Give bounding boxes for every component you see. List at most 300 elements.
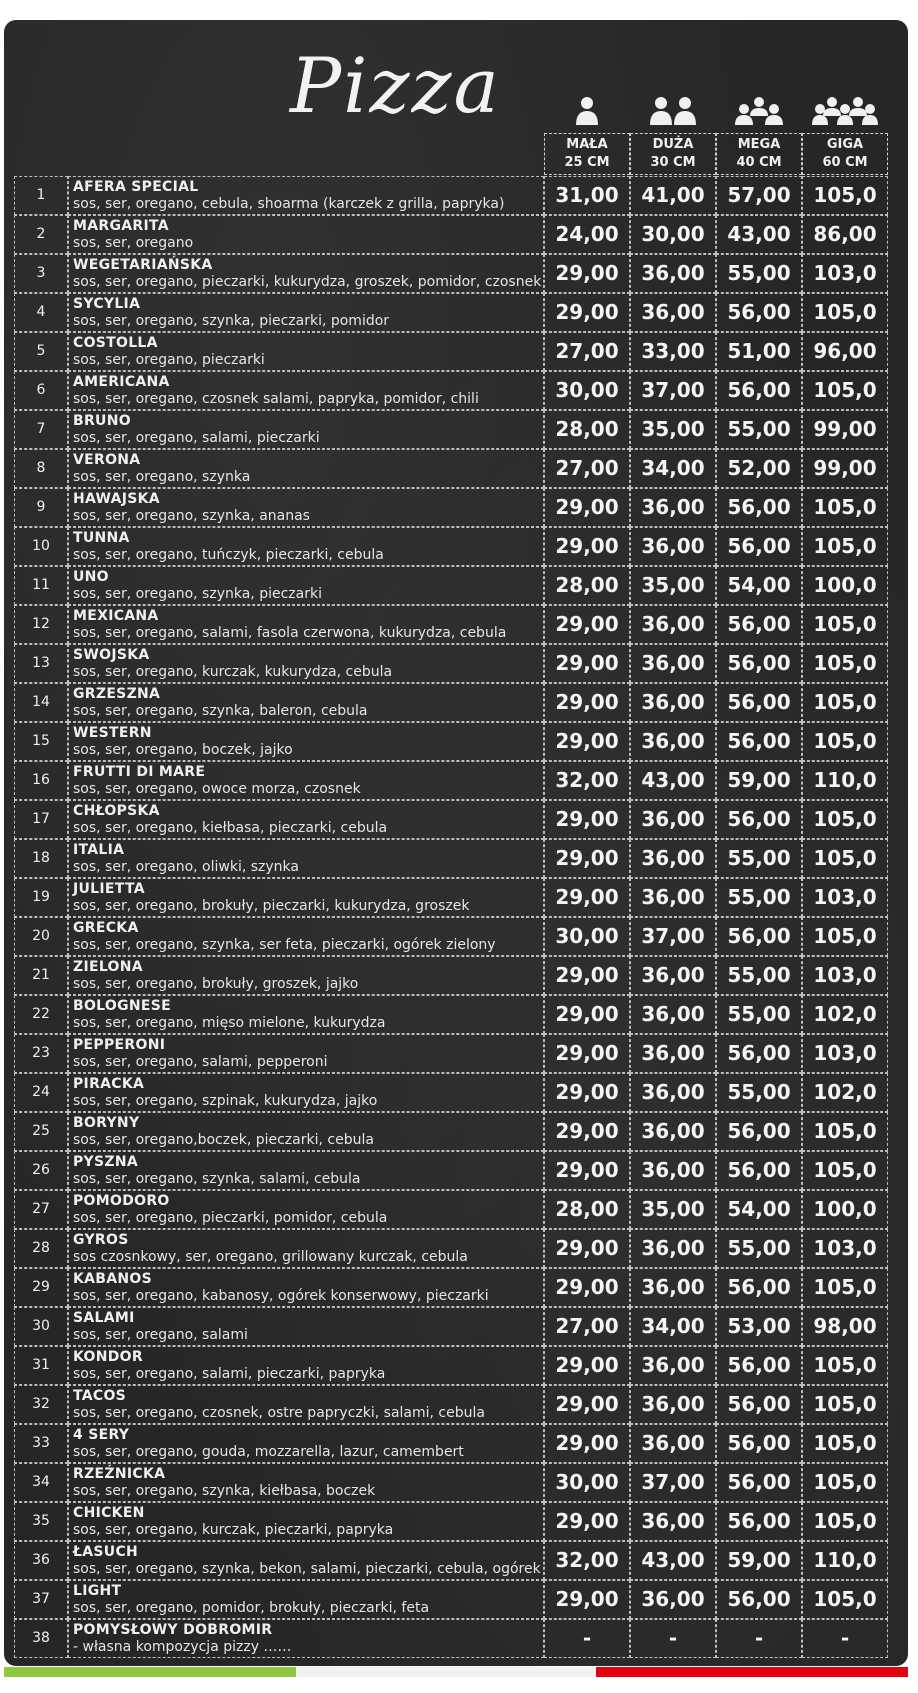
pizza-name: JULIETTA: [73, 881, 145, 897]
table-row: [14, 293, 888, 332]
table-row: [14, 176, 888, 215]
item-name-cell: [68, 449, 544, 488]
table-row: [14, 1151, 888, 1190]
price-cell: 36,00: [630, 605, 716, 644]
pizza-ingredients: sos, ser, oregano, kurczak, kukurydza, cebula: [73, 664, 393, 680]
price-cell: 36,00: [630, 878, 716, 917]
price-cell: 24,00: [544, 215, 630, 254]
item-number: 14: [14, 683, 68, 722]
table-row: [14, 644, 888, 683]
pizza-name: GYROS: [73, 1232, 129, 1248]
item-name-cell: [68, 1541, 544, 1580]
item-number: 10: [14, 527, 68, 566]
price-cell: 56,00: [716, 1346, 802, 1385]
pizza-name: SWOJSKA: [73, 647, 150, 663]
price-cell: 52,00: [716, 449, 802, 488]
pizza-name: CHŁOPSKA: [73, 803, 160, 819]
price-cell: 56,00: [716, 488, 802, 527]
table-row: [14, 449, 888, 488]
table-row: [14, 410, 888, 449]
table-row: [14, 995, 888, 1034]
price-cell: 105,0: [802, 605, 888, 644]
pizza-name: VERONA: [73, 452, 141, 468]
item-number: 24: [14, 1073, 68, 1112]
pizza-ingredients: sos czosnkowy, ser, oregano, grillowany kurczak, cebula: [73, 1249, 468, 1265]
price-cell: 29,00: [544, 839, 630, 878]
price-cell: 59,00: [716, 1541, 802, 1580]
price-cell: 54,00: [716, 566, 802, 605]
table-row: [14, 956, 888, 995]
pizza-name: AFERA SPECIAL: [73, 179, 199, 195]
pizza-ingredients: sos, ser, oregano, mięso mielone, kukurydza: [73, 1015, 386, 1031]
pizza-name: BORYNY: [73, 1115, 140, 1131]
pizza-name: PIRACKA: [73, 1076, 145, 1092]
price-cell: 105,0: [802, 1580, 888, 1619]
item-name-cell: [68, 1502, 544, 1541]
price-cell: -: [630, 1619, 716, 1658]
price-cell: 105,0: [802, 371, 888, 410]
price-cell: 56,00: [716, 1424, 802, 1463]
price-cell: 36,00: [630, 1034, 716, 1073]
pizza-name: SALAMI: [73, 1310, 135, 1326]
pizza-ingredients: sos, ser, oregano, kurczak, pieczarki, papryka: [73, 1522, 394, 1538]
table-row: [14, 1112, 888, 1151]
price-cell: 30,00: [630, 215, 716, 254]
item-number: 13: [14, 644, 68, 683]
price-cell: 103,0: [802, 1034, 888, 1073]
item-number: 9: [14, 488, 68, 527]
price-cell: 56,00: [716, 917, 802, 956]
size-header-duza: [630, 133, 716, 175]
price-cell: 105,0: [802, 1346, 888, 1385]
price-cell: 56,00: [716, 605, 802, 644]
pizza-name: ZIELONA: [73, 959, 143, 975]
item-number: 8: [14, 449, 68, 488]
price-cell: 34,00: [630, 449, 716, 488]
item-number: 29: [14, 1268, 68, 1307]
table-row: [14, 488, 888, 527]
pizza-name: WEGETARIAŃSKA: [73, 257, 213, 273]
price-cell: 36,00: [630, 1151, 716, 1190]
pizza-name: TUNNA: [73, 530, 130, 546]
pizza-ingredients: sos, ser, oregano, szynka: [73, 469, 251, 485]
item-number: 33: [14, 1424, 68, 1463]
item-name-cell: [68, 1385, 544, 1424]
pizza-name: COSTOLLA: [73, 335, 158, 351]
size-header-mala: [544, 133, 630, 175]
item-number: 20: [14, 917, 68, 956]
pizza-ingredients: sos, ser, oregano, oliwki, szynka: [73, 859, 299, 875]
item-name-cell: [68, 332, 544, 371]
price-cell: 37,00: [630, 1463, 716, 1502]
price-cell: 56,00: [716, 1463, 802, 1502]
item-number: 19: [14, 878, 68, 917]
item-number: 30: [14, 1307, 68, 1346]
item-name-cell: [68, 1346, 544, 1385]
item-number: 37: [14, 1580, 68, 1619]
item-name-cell: [68, 527, 544, 566]
item-name-cell: [68, 878, 544, 917]
price-cell: 29,00: [544, 1229, 630, 1268]
item-name-cell: [68, 488, 544, 527]
table-row: [14, 371, 888, 410]
pizza-name: BOLOGNESE: [73, 998, 172, 1014]
price-cell: 55,00: [716, 956, 802, 995]
item-number: 18: [14, 839, 68, 878]
price-cell: 56,00: [716, 800, 802, 839]
pizza-ingredients: - własna kompozycja pizzy ……: [73, 1639, 292, 1655]
item-name-cell: [68, 176, 544, 215]
person-icon-3: [716, 86, 802, 126]
item-name-cell: [68, 956, 544, 995]
table-row: [14, 605, 888, 644]
price-cell: 29,00: [544, 683, 630, 722]
table-row: [14, 1307, 888, 1346]
item-name-cell: [68, 1034, 544, 1073]
pizza-name: CHICKEN: [73, 1505, 145, 1521]
price-cell: 55,00: [716, 878, 802, 917]
price-cell: 29,00: [544, 1073, 630, 1112]
flag-stripe-green: [4, 1667, 296, 1677]
price-cell: 29,00: [544, 1346, 630, 1385]
price-cell: 27,00: [544, 1307, 630, 1346]
price-cell: 32,00: [544, 761, 630, 800]
pizza-ingredients: sos, ser, oregano, szynka, baleron, cebula: [73, 703, 368, 719]
table-row: [14, 878, 888, 917]
price-cell: 56,00: [716, 644, 802, 683]
item-name-cell: [68, 566, 544, 605]
pizza-name: KABANOS: [73, 1271, 152, 1287]
pizza-ingredients: sos, ser, oregano, szynka, kiełbasa, boczek: [73, 1483, 376, 1499]
price-cell: 43,00: [630, 761, 716, 800]
table-row: [14, 683, 888, 722]
pizza-name: SYCYLIA: [73, 296, 141, 312]
pizza-name: HAWAJSKA: [73, 491, 160, 507]
item-name-cell: [68, 410, 544, 449]
price-cell: 36,00: [630, 527, 716, 566]
pizza-name: TACOS: [73, 1388, 127, 1404]
pizza-ingredients: sos, ser, oregano, tuńczyk, pieczarki, cebula: [73, 547, 384, 563]
size-name: MEGA: [737, 137, 781, 152]
price-cell: 110,0: [802, 1541, 888, 1580]
item-name-cell: [68, 1073, 544, 1112]
table-row: [14, 1190, 888, 1229]
price-cell: 29,00: [544, 293, 630, 332]
price-cell: 56,00: [716, 683, 802, 722]
pizza-ingredients: sos, ser, oregano, szpinak, kukurydza, jajko: [73, 1093, 378, 1109]
item-name-cell: [68, 1463, 544, 1502]
price-cell: 36,00: [630, 995, 716, 1034]
price-cell: 29,00: [544, 1151, 630, 1190]
price-cell: 56,00: [716, 527, 802, 566]
table-row: [14, 800, 888, 839]
pizza-name: POMODORO: [73, 1193, 170, 1209]
price-cell: 98,00: [802, 1307, 888, 1346]
flag-stripe-red: [596, 1667, 908, 1677]
price-cell: 36,00: [630, 293, 716, 332]
price-cell: 27,00: [544, 332, 630, 371]
person-icon-2: [630, 86, 716, 126]
price-cell: 105,0: [802, 176, 888, 215]
price-cell: 99,00: [802, 449, 888, 488]
item-number: 11: [14, 566, 68, 605]
item-name-cell: [68, 1307, 544, 1346]
item-name-cell: [68, 683, 544, 722]
table-row: [14, 1346, 888, 1385]
table-row: [14, 1229, 888, 1268]
item-number: 17: [14, 800, 68, 839]
price-cell: 55,00: [716, 410, 802, 449]
price-cell: 29,00: [544, 1385, 630, 1424]
flag-stripe-white: [296, 1667, 596, 1677]
size-icons: [0, 86, 918, 126]
table-row: [14, 1268, 888, 1307]
size-name: GIGA: [826, 137, 864, 152]
pizza-ingredients: sos, ser, oregano, szynka, ananas: [73, 508, 310, 524]
size-diameter: 60 CM: [822, 155, 868, 170]
item-number: 21: [14, 956, 68, 995]
pizza-name: MEXICANA: [73, 608, 159, 624]
price-cell: 29,00: [544, 722, 630, 761]
price-cell: 29,00: [544, 527, 630, 566]
pizza-ingredients: sos, ser, oregano, pieczarki: [73, 352, 265, 368]
pizza-ingredients: sos, ser, oregano, szynka, pieczarki, pomidor: [73, 313, 390, 329]
table-row: [14, 839, 888, 878]
item-name-cell: [68, 1268, 544, 1307]
price-cell: 110,0: [802, 761, 888, 800]
item-number: 35: [14, 1502, 68, 1541]
item-name-cell: [68, 722, 544, 761]
price-cell: 43,00: [630, 1541, 716, 1580]
pizza-name: MARGARITA: [73, 218, 169, 234]
item-name-cell: [68, 644, 544, 683]
pizza-ingredients: sos, ser, oregano, salami, pieczarki: [73, 430, 320, 446]
price-cell: 103,0: [802, 1229, 888, 1268]
price-cell: 56,00: [716, 1151, 802, 1190]
price-cell: 36,00: [630, 1073, 716, 1112]
item-number: 1: [14, 176, 68, 215]
price-cell: 54,00: [716, 1190, 802, 1229]
item-name-cell: [68, 800, 544, 839]
item-name-cell: [68, 254, 544, 293]
pizza-ingredients: sos, ser, oregano, czosnek, ostre papryczki, salami, cebula: [73, 1405, 485, 1421]
price-cell: 56,00: [716, 371, 802, 410]
pizza-name: PYSZNA: [73, 1154, 138, 1170]
menu-title: Pizza: [290, 41, 501, 130]
price-cell: 29,00: [544, 254, 630, 293]
pizza-ingredients: sos, ser, oregano, szynka, salami, cebula: [73, 1171, 361, 1187]
price-cell: 36,00: [630, 1346, 716, 1385]
pizza-ingredients: sos, ser, oregano, pieczarki, pomidor, cebula: [73, 1210, 388, 1226]
pizza-ingredients: sos, ser, oregano, kabanosy, ogórek konserwowy, pieczarki: [73, 1288, 489, 1304]
size-diameter: 25 CM: [564, 155, 610, 170]
price-cell: 99,00: [802, 410, 888, 449]
price-cell: 105,0: [802, 917, 888, 956]
table-row: [14, 1619, 888, 1658]
pizza-ingredients: sos, ser, oregano, owoce morza, czosnek: [73, 781, 361, 797]
price-cell: 37,00: [630, 371, 716, 410]
item-name-cell: [68, 371, 544, 410]
pizza-ingredients: sos, ser, oregano,boczek, pieczarki, cebula: [73, 1132, 374, 1148]
table-row: [14, 527, 888, 566]
price-cell: 35,00: [630, 566, 716, 605]
price-cell: 53,00: [716, 1307, 802, 1346]
price-cell: 32,00: [544, 1541, 630, 1580]
pizza-ingredients: sos, ser, oregano, salami, fasola czerwona, kukurydza, cebula: [73, 625, 507, 641]
pizza-name: WESTERN: [73, 725, 152, 741]
pizza-name: AMERICANA: [73, 374, 170, 390]
price-cell: 105,0: [802, 1112, 888, 1151]
item-number: 25: [14, 1112, 68, 1151]
price-cell: 55,00: [716, 839, 802, 878]
price-cell: 103,0: [802, 254, 888, 293]
price-cell: 36,00: [630, 1385, 716, 1424]
price-cell: 36,00: [630, 1112, 716, 1151]
table-row: [14, 722, 888, 761]
pizza-ingredients: sos, ser, oregano, salami, pepperoni: [73, 1054, 328, 1070]
price-cell: 105,0: [802, 1502, 888, 1541]
item-number: 15: [14, 722, 68, 761]
item-number: 7: [14, 410, 68, 449]
price-cell: 55,00: [716, 254, 802, 293]
price-cell: 56,00: [716, 722, 802, 761]
table-row: [14, 254, 888, 293]
item-name-cell: [68, 1580, 544, 1619]
table-row: [14, 332, 888, 371]
price-cell: 36,00: [630, 1424, 716, 1463]
item-name-cell: [68, 839, 544, 878]
pizza-ingredients: sos, ser, oregano, szynka, ser feta, pieczarki, ogórek zielony: [73, 937, 496, 953]
table-row: [14, 1073, 888, 1112]
pizza-ingredients: sos, ser, oregano, pieczarki, kukurydza, groszek, pomidor, czosnek: [73, 274, 542, 290]
item-name-cell: [68, 761, 544, 800]
item-number: 32: [14, 1385, 68, 1424]
item-number: 4: [14, 293, 68, 332]
pizza-name: ŁASUCH: [73, 1544, 139, 1560]
person-icon-4: [802, 86, 888, 126]
pizza-name: KONDOR: [73, 1349, 143, 1365]
price-cell: 29,00: [544, 956, 630, 995]
price-cell: 29,00: [544, 488, 630, 527]
pizza-ingredients: sos, ser, oregano, kiełbasa, pieczarki, cebula: [73, 820, 388, 836]
pizza-name: LIGHT: [73, 1583, 122, 1599]
item-number: 3: [14, 254, 68, 293]
item-number: 26: [14, 1151, 68, 1190]
price-cell: 36,00: [630, 800, 716, 839]
pizza-ingredients: sos, ser, oregano, szynka, pieczarki: [73, 586, 322, 602]
price-cell: 36,00: [630, 722, 716, 761]
price-cell: 36,00: [630, 1268, 716, 1307]
table-row: [14, 1541, 888, 1580]
table-row: [14, 761, 888, 800]
price-cell: 29,00: [544, 1580, 630, 1619]
price-cell: 29,00: [544, 605, 630, 644]
price-cell: -: [544, 1619, 630, 1658]
table-row: [14, 1424, 888, 1463]
price-cell: 105,0: [802, 800, 888, 839]
price-cell: 105,0: [802, 1268, 888, 1307]
price-cell: -: [716, 1619, 802, 1658]
price-cell: 36,00: [630, 683, 716, 722]
size-diameter: 40 CM: [736, 155, 782, 170]
price-cell: 55,00: [716, 995, 802, 1034]
table-row: [14, 215, 888, 254]
price-cell: 29,00: [544, 1112, 630, 1151]
item-number: 34: [14, 1463, 68, 1502]
price-cell: 100,0: [802, 1190, 888, 1229]
price-cell: 100,0: [802, 566, 888, 605]
table-row: [14, 1463, 888, 1502]
item-name-cell: [68, 1619, 544, 1658]
price-cell: 105,0: [802, 488, 888, 527]
price-cell: 102,0: [802, 995, 888, 1034]
price-cell: 103,0: [802, 878, 888, 917]
item-number: 27: [14, 1190, 68, 1229]
price-cell: 28,00: [544, 566, 630, 605]
price-cell: 56,00: [716, 1268, 802, 1307]
item-number: 6: [14, 371, 68, 410]
pizza-ingredients: sos, ser, oregano, salami: [73, 1327, 248, 1343]
price-cell: 37,00: [630, 917, 716, 956]
item-number: 12: [14, 605, 68, 644]
price-cell: 34,00: [630, 1307, 716, 1346]
price-cell: 36,00: [630, 1229, 716, 1268]
pizza-ingredients: sos, ser, oregano, cebula, shoarma (karczek z grilla, papryka): [73, 196, 505, 212]
item-number: 36: [14, 1541, 68, 1580]
price-cell: 30,00: [544, 371, 630, 410]
price-cell: 105,0: [802, 1151, 888, 1190]
price-cell: 29,00: [544, 995, 630, 1034]
item-name-cell: [68, 605, 544, 644]
table-row: [14, 1385, 888, 1424]
table-row: [14, 1034, 888, 1073]
item-number: 31: [14, 1346, 68, 1385]
price-cell: 105,0: [802, 527, 888, 566]
price-cell: 105,0: [802, 1424, 888, 1463]
pizza-name: GRZESZNA: [73, 686, 161, 702]
item-name-cell: [68, 995, 544, 1034]
pizza-name: 4 SERY: [73, 1427, 130, 1443]
item-name-cell: [68, 1424, 544, 1463]
price-cell: 29,00: [544, 878, 630, 917]
price-cell: 28,00: [544, 1190, 630, 1229]
item-name-cell: [68, 1229, 544, 1268]
pizza-name: GRECKA: [73, 920, 139, 936]
price-cell: 36,00: [630, 1502, 716, 1541]
item-number: 2: [14, 215, 68, 254]
pizza-ingredients: sos, ser, oregano, pomidor, brokuły, pieczarki, feta: [73, 1600, 430, 1616]
price-cell: 105,0: [802, 683, 888, 722]
price-cell: 36,00: [630, 1580, 716, 1619]
size-name: MAŁA: [566, 137, 608, 152]
price-cell: 29,00: [544, 644, 630, 683]
price-cell: 59,00: [716, 761, 802, 800]
table-row: [14, 917, 888, 956]
pizza-ingredients: sos, ser, oregano, boczek, jajko: [73, 742, 293, 758]
price-cell: 36,00: [630, 839, 716, 878]
pizza-ingredients: sos, ser, oregano: [73, 235, 194, 251]
price-cell: 41,00: [630, 176, 716, 215]
pizza-ingredients: sos, ser, oregano, salami, pieczarki, papryka: [73, 1366, 386, 1382]
pizza-name: FRUTTI DI MARE: [73, 764, 206, 780]
pizza-ingredients: sos, ser, oregano, czosnek salami, papryka, pomidor, chili: [73, 391, 479, 407]
item-number: 28: [14, 1229, 68, 1268]
item-name-cell: [68, 917, 544, 956]
item-number: 22: [14, 995, 68, 1034]
price-cell: 86,00: [802, 215, 888, 254]
pizza-name: UNO: [73, 569, 109, 585]
size-diameter: 30 CM: [650, 155, 696, 170]
